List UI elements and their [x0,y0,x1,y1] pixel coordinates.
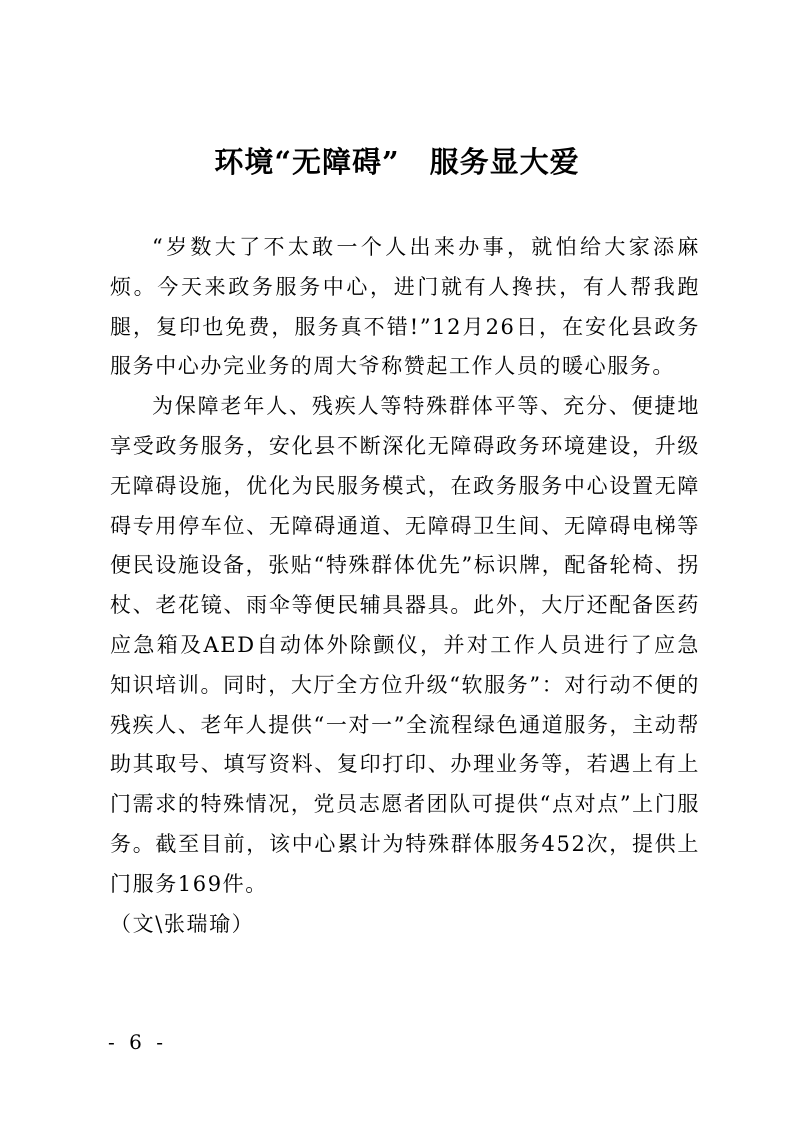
paragraph-quote: “岁数大了不太敢一个人出来办事，就怕给大家添麻烦。今天来政务服务中心，进门就有人搀扶，有人帮我跑腿，复印也免费，服务真不错!”12月26日，在安化县政务服务中心办完业务的周大爷称赞起工作人员的暖心服务。 [110,235,700,379]
paragraph-measures: 为保障老年人、残疾人等特殊群体平等、充分、便捷地享受政务服务，安化县不断深化无障碍政务环境建设，升级无障碍设施，优化为民服务模式，在政务服务中心设置无障碍专用停车位、无障碍通道、无障碍卫生间、无障碍电梯等便民设施设备，张贴“特殊群体优先”标识牌，配备轮椅、拐杖、老花镜、雨伞等便民辅具器具。此外，大厅还配备医药应急箱及AED自动体外除颤仪，并对工作人员进行了应急知识培训。同时，大厅全方位升级“软服务”：对行动不便的残疾人、老年人提供“一对一”全流程绿色通道服务，主动帮助其取号、填写资料、复印打印、办理业务等，若遇上有上门需求的特殊情况，党员志愿者团队可提供“点对点”上门服务。截至目前，该中心累计为特殊群体服务452次，提供上门服务169件。 [110,394,700,896]
page-number: - 6 - [108,1030,167,1054]
article-title: 环境“无障碍” 服务显大爱 [214,145,580,179]
author-byline: （文\张瑞瑜） [110,911,255,936]
article-body [110,228,700,944]
